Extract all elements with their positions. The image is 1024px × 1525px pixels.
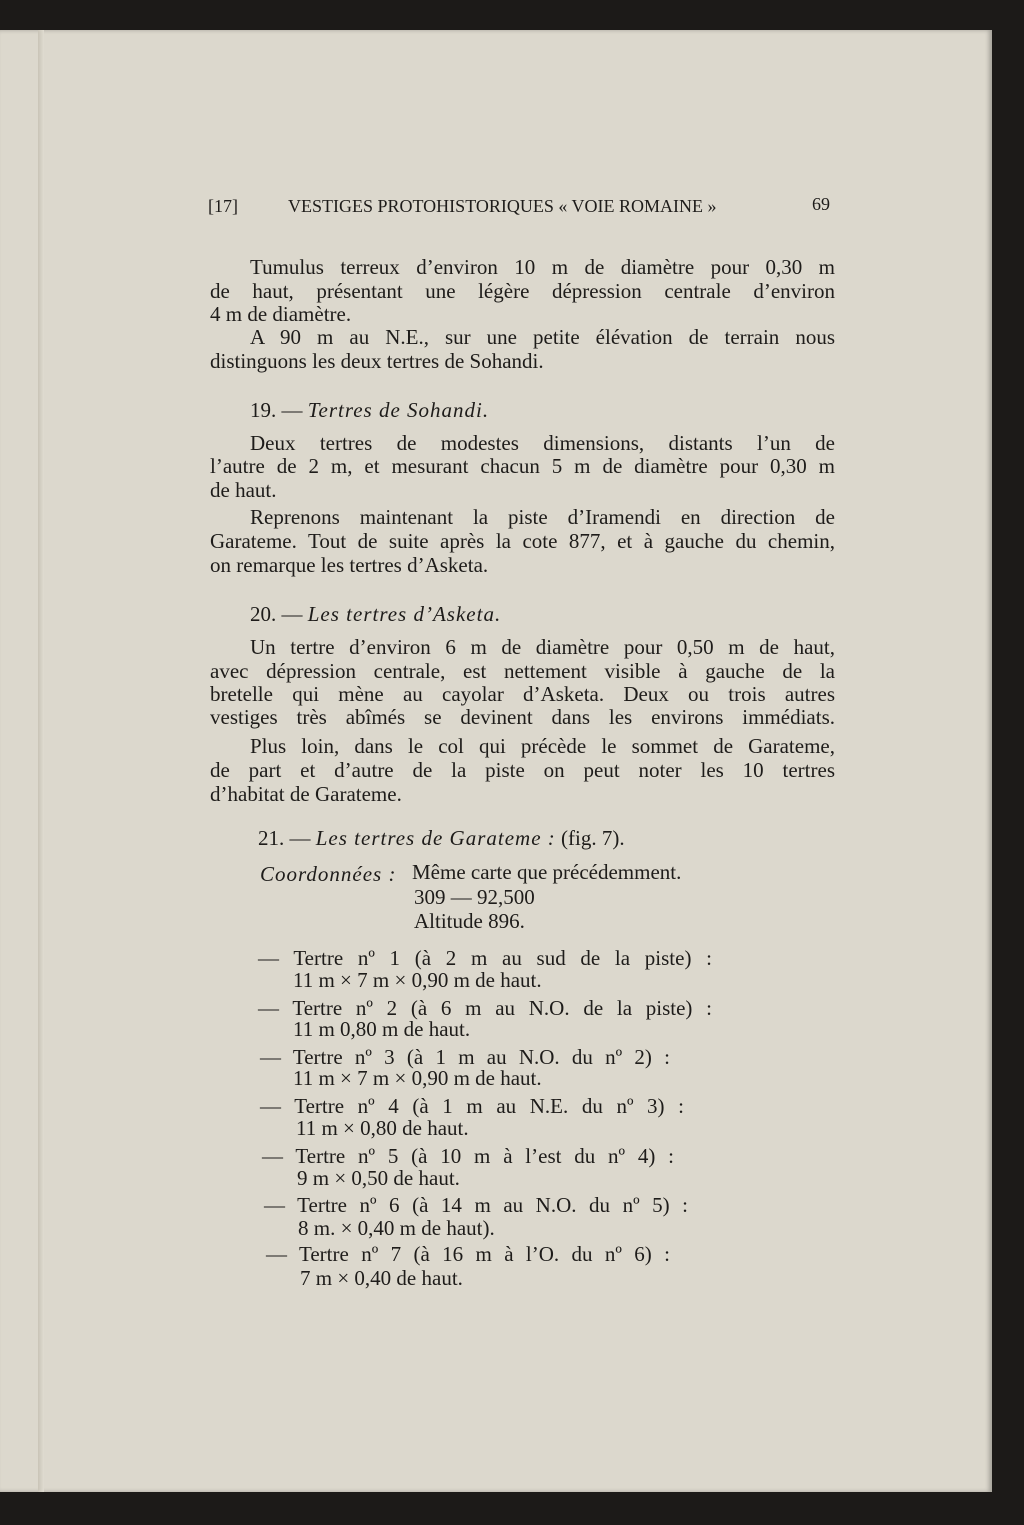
tertre-item: — Tertre nº 2 (à 6 m au N.O. de la piste) : bbox=[258, 996, 712, 1020]
heading-title: Les tertres de Garateme : bbox=[315, 826, 556, 850]
tertre-dimensions: 11 m × 7 m × 0,90 m de haut. bbox=[293, 1066, 542, 1090]
paragraph-line: de haut. bbox=[210, 478, 277, 502]
paragraph-line: bretelle qui mène au cayolar d’Asketa. Deux ou trois autres bbox=[210, 682, 835, 706]
tertre-dimensions: 9 m × 0,50 de haut. bbox=[297, 1166, 460, 1190]
running-title: VESTIGES PROTOHISTORIQUES « VOIE ROMAINE » bbox=[288, 196, 717, 216]
paragraph-line: l’autre de 2 m, et mesurant chacun 5 m de diamètre pour 0,30 m bbox=[210, 454, 835, 478]
heading-number: 21. — bbox=[258, 826, 311, 850]
paragraph-line: on remarque les tertres d’Asketa. bbox=[210, 553, 489, 577]
paragraph-line: vestiges très abîmés se devinent dans les environs immédiats. bbox=[210, 705, 835, 729]
tertre-dimensions: 7 m × 0,40 de haut. bbox=[300, 1266, 463, 1290]
tertre-dimensions: 11 m 0,80 m de haut. bbox=[293, 1017, 471, 1041]
tertre-item: — Tertre nº 4 (à 1 m au N.E. du nº 3) : bbox=[260, 1094, 684, 1118]
paragraph-line: 4 m de diamètre. bbox=[210, 302, 352, 326]
tertre-item: — Tertre nº 1 (à 2 m au sud de la piste) : bbox=[258, 946, 712, 970]
coordinates-line: Même carte que précédemment. bbox=[412, 860, 682, 884]
heading-20 bbox=[250, 602, 835, 626]
paragraph-line: de haut, présentant une légère dépression centrale d’environ bbox=[210, 279, 835, 303]
heading-title: Les tertres d’Asketa. bbox=[307, 602, 502, 626]
tertre-item: — Tertre nº 7 (à 16 m à l’O. du nº 6) : bbox=[266, 1242, 670, 1266]
paragraph-line: Plus loin, dans le col qui précède le sommet de Garateme, bbox=[250, 734, 835, 758]
page-gutter bbox=[38, 30, 44, 1492]
tertre-item: — Tertre nº 6 (à 14 m au N.O. du nº 5) : bbox=[264, 1193, 688, 1217]
section-number: [17] bbox=[208, 196, 238, 216]
tertre-dimensions: 11 m × 7 m × 0,90 m de haut. bbox=[293, 968, 542, 992]
paragraph-line: d’habitat de Garateme. bbox=[210, 782, 402, 806]
tertre-item: — Tertre nº 3 (à 1 m au N.O. du nº 2) : bbox=[260, 1045, 670, 1069]
heading-21 bbox=[258, 826, 883, 850]
paragraph-line: Un tertre d’environ 6 m de diamètre pour 0,50 m de haut, bbox=[250, 635, 835, 659]
paragraph-line: distinguons les deux tertres de Sohandi. bbox=[210, 349, 544, 373]
paragraph-line: Tumulus terreux d’environ 10 m de diamètre pour 0,30 m bbox=[250, 255, 835, 279]
tertre-dimensions: 8 m. × 0,40 m de haut). bbox=[298, 1216, 495, 1240]
heading-19 bbox=[250, 398, 835, 422]
figure-reference: (fig. 7). bbox=[561, 826, 625, 850]
tertre-item: — Tertre nº 5 (à 10 m à l’est du nº 4) : bbox=[262, 1144, 674, 1168]
page-number: 69 bbox=[812, 194, 830, 214]
tertre-dimensions: 11 m × 0,80 de haut. bbox=[296, 1116, 469, 1140]
coordinates-label: Coordonnées : bbox=[260, 862, 397, 886]
coordinates-line: Altitude 896. bbox=[414, 909, 525, 933]
paragraph-line: A 90 m au N.E., sur une petite élévation de terrain nous bbox=[250, 325, 835, 349]
heading-number: 20. — bbox=[250, 602, 303, 626]
paragraph-line: Reprenons maintenant la piste d’Iramendi en direction de bbox=[250, 505, 835, 529]
heading-number: 19. — bbox=[250, 398, 303, 422]
paragraph-line: avec dépression centrale, est nettement visible à gauche de la bbox=[210, 659, 835, 683]
paragraph-line: de part et d’autre de la piste on peut noter les 10 tertres bbox=[210, 758, 835, 782]
coordinates-line: 309 — 92,500 bbox=[414, 885, 535, 909]
paragraph-line: Garateme. Tout de suite après la cote 877, et à gauche du chemin, bbox=[210, 529, 835, 553]
heading-title: Tertres de Sohandi. bbox=[307, 398, 490, 422]
paragraph-line: Deux tertres de modestes dimensions, distants l’un de bbox=[250, 431, 835, 455]
